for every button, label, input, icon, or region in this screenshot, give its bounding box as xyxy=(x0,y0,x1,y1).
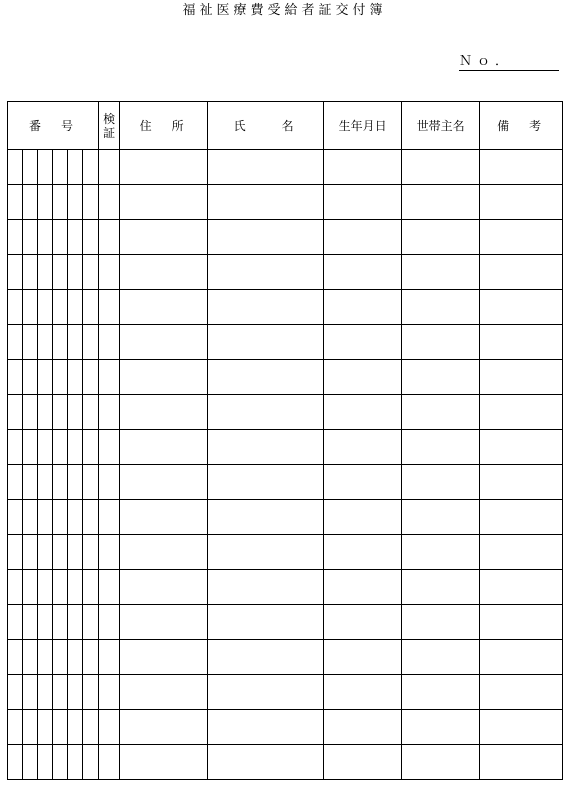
verification-cell[interactable] xyxy=(99,675,120,710)
verification-cell[interactable] xyxy=(99,360,120,395)
address-cell[interactable] xyxy=(120,290,208,325)
number-digit-cell[interactable] xyxy=(8,395,23,430)
table-row xyxy=(8,675,563,710)
number-digit-cell[interactable] xyxy=(83,570,99,605)
verification-cell[interactable] xyxy=(99,290,120,325)
household-head-cell[interactable] xyxy=(402,745,480,780)
address-cell[interactable] xyxy=(120,395,208,430)
number-digit-cell[interactable] xyxy=(53,220,68,255)
birth-date-cell[interactable] xyxy=(324,150,402,185)
remarks-cell[interactable] xyxy=(480,745,563,780)
household-head-cell[interactable] xyxy=(402,220,480,255)
household-head-cell[interactable] xyxy=(402,640,480,675)
number-digit-cell[interactable] xyxy=(83,395,99,430)
household-head-cell[interactable] xyxy=(402,465,480,500)
number-digit-cell[interactable] xyxy=(38,150,53,185)
remarks-cell[interactable] xyxy=(480,220,563,255)
household-head-cell[interactable] xyxy=(402,710,480,745)
number-digit-cell[interactable] xyxy=(53,185,68,220)
header-verification-line2: 証 xyxy=(103,125,116,140)
birth-date-cell[interactable] xyxy=(324,185,402,220)
number-digit-cell[interactable] xyxy=(23,255,38,290)
address-cell[interactable] xyxy=(120,570,208,605)
number-digit-cell[interactable] xyxy=(68,675,83,710)
verification-cell[interactable] xyxy=(99,570,120,605)
table-row xyxy=(8,465,563,500)
name-cell[interactable] xyxy=(208,430,324,465)
remarks-cell[interactable] xyxy=(480,325,563,360)
remarks-cell[interactable] xyxy=(480,185,563,220)
number-digit-cell[interactable] xyxy=(23,430,38,465)
number-digit-cell[interactable] xyxy=(23,710,38,745)
number-digit-cell[interactable] xyxy=(23,465,38,500)
birth-date-cell[interactable] xyxy=(324,220,402,255)
birth-date-cell[interactable] xyxy=(324,640,402,675)
number-digit-cell[interactable] xyxy=(68,535,83,570)
household-head-cell[interactable] xyxy=(402,255,480,290)
number-digit-cell[interactable] xyxy=(38,255,53,290)
number-digit-cell[interactable] xyxy=(38,745,53,780)
remarks-cell[interactable] xyxy=(480,360,563,395)
table-row xyxy=(8,395,563,430)
number-digit-cell[interactable] xyxy=(53,255,68,290)
number-digit-cell[interactable] xyxy=(53,325,68,360)
household-head-cell[interactable] xyxy=(402,290,480,325)
table-row xyxy=(8,535,563,570)
number-digit-cell[interactable] xyxy=(68,465,83,500)
header-number: 番 号 xyxy=(8,102,99,150)
remarks-cell[interactable] xyxy=(480,710,563,745)
number-digit-cell[interactable] xyxy=(23,535,38,570)
birth-date-cell[interactable] xyxy=(324,290,402,325)
number-digit-cell[interactable] xyxy=(68,395,83,430)
number-digit-cell[interactable] xyxy=(23,675,38,710)
number-digit-cell[interactable] xyxy=(23,640,38,675)
birth-date-cell[interactable] xyxy=(324,430,402,465)
number-digit-cell[interactable] xyxy=(8,535,23,570)
number-digit-cell[interactable] xyxy=(83,255,99,290)
address-cell[interactable] xyxy=(120,675,208,710)
name-cell[interactable] xyxy=(208,150,324,185)
remarks-cell[interactable] xyxy=(480,465,563,500)
number-digit-cell[interactable] xyxy=(8,150,23,185)
birth-date-cell[interactable] xyxy=(324,535,402,570)
table-row xyxy=(8,570,563,605)
table-row xyxy=(8,640,563,675)
name-cell[interactable] xyxy=(208,605,324,640)
name-cell[interactable] xyxy=(208,325,324,360)
register-body xyxy=(8,150,563,780)
number-digit-cell[interactable] xyxy=(83,185,99,220)
number-digit-cell[interactable] xyxy=(68,150,83,185)
remarks-cell[interactable] xyxy=(480,255,563,290)
household-head-cell[interactable] xyxy=(402,570,480,605)
name-cell[interactable] xyxy=(208,710,324,745)
verification-cell[interactable] xyxy=(99,325,120,360)
number-digit-cell[interactable] xyxy=(53,465,68,500)
number-digit-cell[interactable] xyxy=(68,430,83,465)
number-digit-cell[interactable] xyxy=(53,640,68,675)
number-digit-cell[interactable] xyxy=(8,710,23,745)
number-digit-cell[interactable] xyxy=(53,500,68,535)
header-verification xyxy=(99,102,120,150)
name-cell[interactable] xyxy=(208,640,324,675)
header-row xyxy=(8,102,563,150)
birth-date-cell[interactable] xyxy=(324,745,402,780)
number-digit-cell[interactable] xyxy=(38,605,53,640)
table-row xyxy=(8,745,563,780)
remarks-cell[interactable] xyxy=(480,290,563,325)
birth-date-cell[interactable] xyxy=(324,465,402,500)
number-digit-cell[interactable] xyxy=(8,570,23,605)
number-digit-cell[interactable] xyxy=(38,360,53,395)
household-head-cell[interactable] xyxy=(402,185,480,220)
household-head-cell[interactable] xyxy=(402,675,480,710)
verification-cell[interactable] xyxy=(99,220,120,255)
number-digit-cell[interactable] xyxy=(23,745,38,780)
name-cell[interactable] xyxy=(208,360,324,395)
birth-date-cell[interactable] xyxy=(324,360,402,395)
number-digit-cell[interactable] xyxy=(53,150,68,185)
name-cell[interactable] xyxy=(208,290,324,325)
number-digit-cell[interactable] xyxy=(38,535,53,570)
number-digit-cell[interactable] xyxy=(53,430,68,465)
number-digit-cell[interactable] xyxy=(53,675,68,710)
number-digit-cell[interactable] xyxy=(53,395,68,430)
number-digit-cell[interactable] xyxy=(23,395,38,430)
number-digit-cell[interactable] xyxy=(23,605,38,640)
remarks-cell[interactable] xyxy=(480,675,563,710)
number-digit-cell[interactable] xyxy=(38,290,53,325)
verification-cell[interactable] xyxy=(99,430,120,465)
address-cell[interactable] xyxy=(120,150,208,185)
number-digit-cell[interactable] xyxy=(83,430,99,465)
number-digit-cell[interactable] xyxy=(53,360,68,395)
name-cell[interactable] xyxy=(208,535,324,570)
address-cell[interactable] xyxy=(120,745,208,780)
number-digit-cell[interactable] xyxy=(8,675,23,710)
verification-cell[interactable] xyxy=(99,500,120,535)
number-digit-cell[interactable] xyxy=(23,500,38,535)
number-digit-cell[interactable] xyxy=(38,640,53,675)
number-digit-cell[interactable] xyxy=(8,290,23,325)
number-digit-cell[interactable] xyxy=(68,255,83,290)
number-digit-cell[interactable] xyxy=(8,360,23,395)
number-digit-cell[interactable] xyxy=(53,710,68,745)
remarks-cell[interactable] xyxy=(480,605,563,640)
address-cell[interactable] xyxy=(120,185,208,220)
number-digit-cell[interactable] xyxy=(23,290,38,325)
number-digit-cell[interactable] xyxy=(53,535,68,570)
number-digit-cell[interactable] xyxy=(68,640,83,675)
address-cell[interactable] xyxy=(120,325,208,360)
number-digit-cell[interactable] xyxy=(68,185,83,220)
number-field: Ｎｏ． xyxy=(459,53,559,71)
number-digit-cell[interactable] xyxy=(23,325,38,360)
number-digit-cell[interactable] xyxy=(38,675,53,710)
name-cell[interactable] xyxy=(208,395,324,430)
number-digit-cell[interactable] xyxy=(68,605,83,640)
table-row xyxy=(8,290,563,325)
number-digit-cell[interactable] xyxy=(23,150,38,185)
number-digit-cell[interactable] xyxy=(83,640,99,675)
table-row xyxy=(8,185,563,220)
number-digit-cell[interactable] xyxy=(68,745,83,780)
birth-date-cell[interactable] xyxy=(324,325,402,360)
birth-date-cell[interactable] xyxy=(324,255,402,290)
number-digit-cell[interactable] xyxy=(8,430,23,465)
number-digit-cell[interactable] xyxy=(8,220,23,255)
remarks-cell[interactable] xyxy=(480,500,563,535)
number-digit-cell[interactable] xyxy=(83,150,99,185)
document-title: 福祉医療費受給者証交付簿 xyxy=(182,3,387,18)
number-digit-cell[interactable] xyxy=(38,500,53,535)
table-row xyxy=(8,255,563,290)
address-cell[interactable] xyxy=(120,220,208,255)
number-digit-cell[interactable] xyxy=(8,325,23,360)
number-digit-cell[interactable] xyxy=(38,395,53,430)
number-digit-cell[interactable] xyxy=(83,535,99,570)
verification-cell[interactable] xyxy=(99,185,120,220)
number-digit-cell[interactable] xyxy=(83,325,99,360)
number-digit-cell[interactable] xyxy=(8,255,23,290)
header-verification-line1: 検 xyxy=(103,111,116,126)
verification-cell[interactable] xyxy=(99,465,120,500)
address-cell[interactable] xyxy=(120,535,208,570)
verification-cell[interactable] xyxy=(99,640,120,675)
number-digit-cell[interactable] xyxy=(68,220,83,255)
header-name: 氏 名 xyxy=(208,102,324,150)
number-digit-cell[interactable] xyxy=(23,220,38,255)
remarks-cell[interactable] xyxy=(480,150,563,185)
remarks-cell[interactable] xyxy=(480,395,563,430)
birth-date-cell[interactable] xyxy=(324,395,402,430)
name-cell[interactable] xyxy=(208,745,324,780)
number-digit-cell[interactable] xyxy=(83,500,99,535)
table-row xyxy=(8,150,563,185)
header-household-head: 世帯主名 xyxy=(402,102,480,150)
number-digit-cell[interactable] xyxy=(68,325,83,360)
number-digit-cell[interactable] xyxy=(8,465,23,500)
table-row xyxy=(8,605,563,640)
verification-cell[interactable] xyxy=(99,745,120,780)
number-digit-cell[interactable] xyxy=(23,360,38,395)
remarks-cell[interactable] xyxy=(480,570,563,605)
number-digit-cell[interactable] xyxy=(83,710,99,745)
number-digit-cell[interactable] xyxy=(8,640,23,675)
header-address: 住 所 xyxy=(120,102,208,150)
number-digit-cell[interactable] xyxy=(23,570,38,605)
remarks-cell[interactable] xyxy=(480,430,563,465)
number-digit-cell[interactable] xyxy=(38,710,53,745)
verification-cell[interactable] xyxy=(99,710,120,745)
number-digit-cell[interactable] xyxy=(38,570,53,605)
verification-cell[interactable] xyxy=(99,395,120,430)
number-digit-cell[interactable] xyxy=(53,570,68,605)
household-head-cell[interactable] xyxy=(402,360,480,395)
verification-cell[interactable] xyxy=(99,605,120,640)
address-cell[interactable] xyxy=(120,465,208,500)
number-digit-cell[interactable] xyxy=(68,500,83,535)
number-digit-cell[interactable] xyxy=(8,500,23,535)
household-head-cell[interactable] xyxy=(402,605,480,640)
name-cell[interactable] xyxy=(208,500,324,535)
verification-cell[interactable] xyxy=(99,255,120,290)
number-digit-cell[interactable] xyxy=(83,290,99,325)
name-cell[interactable] xyxy=(208,220,324,255)
table-row xyxy=(8,325,563,360)
name-cell[interactable] xyxy=(208,185,324,220)
number-digit-cell[interactable] xyxy=(23,185,38,220)
number-digit-cell[interactable] xyxy=(38,185,53,220)
birth-date-cell[interactable] xyxy=(324,710,402,745)
table-row xyxy=(8,500,563,535)
name-cell[interactable] xyxy=(208,570,324,605)
number-digit-cell[interactable] xyxy=(83,605,99,640)
issuance-register-table xyxy=(7,101,563,780)
number-digit-cell[interactable] xyxy=(38,465,53,500)
number-digit-cell[interactable] xyxy=(83,220,99,255)
remarks-cell[interactable] xyxy=(480,640,563,675)
address-cell[interactable] xyxy=(120,360,208,395)
number-digit-cell[interactable] xyxy=(38,430,53,465)
household-head-cell[interactable] xyxy=(402,500,480,535)
verification-cell[interactable] xyxy=(99,535,120,570)
address-cell[interactable] xyxy=(120,500,208,535)
table-row xyxy=(8,360,563,395)
number-digit-cell[interactable] xyxy=(8,605,23,640)
verification-cell[interactable] xyxy=(99,150,120,185)
number-digit-cell[interactable] xyxy=(83,360,99,395)
number-digit-cell[interactable] xyxy=(68,290,83,325)
household-head-cell[interactable] xyxy=(402,535,480,570)
number-digit-cell[interactable] xyxy=(53,605,68,640)
birth-date-cell[interactable] xyxy=(324,605,402,640)
table-row xyxy=(8,710,563,745)
birth-date-cell[interactable] xyxy=(324,675,402,710)
name-cell[interactable] xyxy=(208,255,324,290)
number-digit-cell[interactable] xyxy=(8,185,23,220)
household-head-cell[interactable] xyxy=(402,395,480,430)
address-cell[interactable] xyxy=(120,710,208,745)
header-birth-date: 生年月日 xyxy=(324,102,402,150)
birth-date-cell[interactable] xyxy=(324,500,402,535)
address-cell[interactable] xyxy=(120,430,208,465)
number-digit-cell[interactable] xyxy=(38,220,53,255)
number-digit-cell[interactable] xyxy=(83,675,99,710)
number-digit-cell[interactable] xyxy=(83,745,99,780)
household-head-cell[interactable] xyxy=(402,150,480,185)
number-digit-cell[interactable] xyxy=(83,465,99,500)
name-cell[interactable] xyxy=(208,675,324,710)
number-digit-cell[interactable] xyxy=(68,570,83,605)
table-row xyxy=(8,430,563,465)
birth-date-cell[interactable] xyxy=(324,570,402,605)
household-head-cell[interactable] xyxy=(402,430,480,465)
number-digit-cell[interactable] xyxy=(53,745,68,780)
number-digit-cell[interactable] xyxy=(38,325,53,360)
header-remarks: 備 考 xyxy=(480,102,563,150)
name-cell[interactable] xyxy=(208,465,324,500)
address-cell[interactable] xyxy=(120,640,208,675)
household-head-cell[interactable] xyxy=(402,325,480,360)
address-cell[interactable] xyxy=(120,255,208,290)
address-cell[interactable] xyxy=(120,605,208,640)
number-digit-cell[interactable] xyxy=(68,360,83,395)
number-digit-cell[interactable] xyxy=(68,710,83,745)
table-row xyxy=(8,220,563,255)
remarks-cell[interactable] xyxy=(480,535,563,570)
number-digit-cell[interactable] xyxy=(53,290,68,325)
number-digit-cell[interactable] xyxy=(8,745,23,780)
